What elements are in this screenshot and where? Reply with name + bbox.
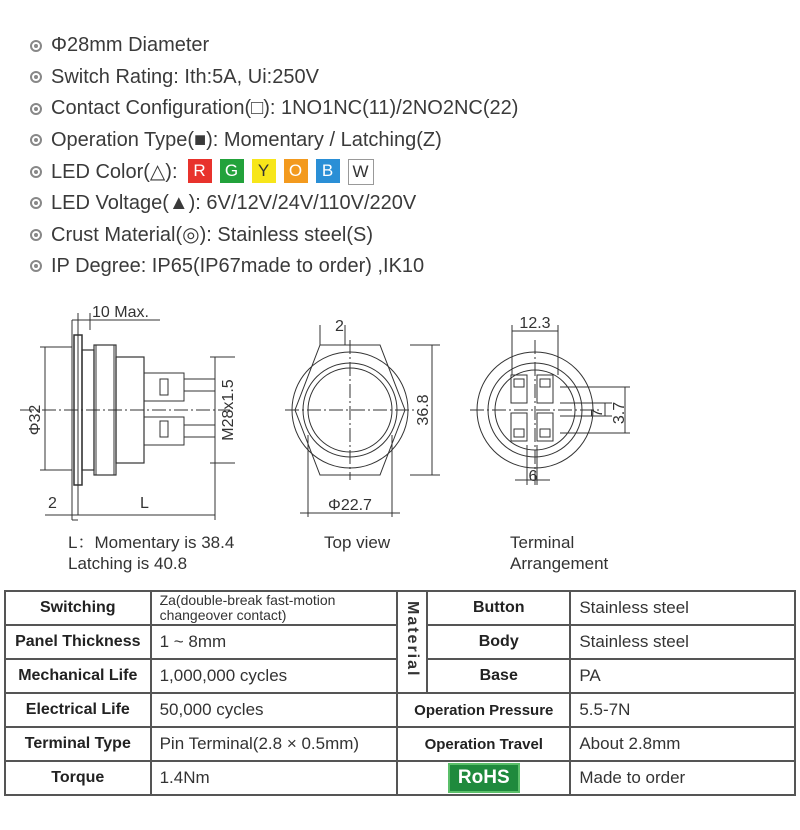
dim-term-top: 12.3 bbox=[519, 315, 551, 332]
label-cell: Operation Pressure bbox=[397, 693, 570, 727]
spec-contact-config: Contact Configuration(□): 1NO1NC(11)/2NO2NC(22) bbox=[30, 93, 518, 125]
led-color-chip: W bbox=[348, 159, 374, 185]
value-cell: 5.5-7N bbox=[570, 693, 795, 727]
bullet-icon bbox=[30, 134, 42, 146]
technical-drawings bbox=[0, 295, 800, 585]
spec-diameter: Φ28mm Diameter bbox=[30, 30, 518, 62]
led-color-chip: B bbox=[316, 159, 340, 183]
spec-table bbox=[4, 590, 796, 796]
value-cell: Stainless steel bbox=[570, 625, 795, 659]
value-cell: 1 ~ 8mm bbox=[151, 625, 398, 659]
dim-term-r1: 7 bbox=[589, 408, 606, 418]
bullet-icon bbox=[30, 260, 42, 272]
rohs-cell bbox=[397, 761, 570, 795]
led-color-chip: O bbox=[284, 159, 308, 183]
label-cell: Switching bbox=[5, 591, 151, 625]
dim-side-top: 10 Max. bbox=[92, 304, 149, 321]
caption-top: Top view bbox=[324, 533, 391, 552]
table-row bbox=[5, 693, 795, 727]
bullet-icon bbox=[30, 40, 42, 52]
bullet-icon bbox=[30, 103, 42, 115]
led-color-chip: G bbox=[220, 159, 244, 183]
dim-top-bottom: Φ22.7 bbox=[328, 497, 372, 514]
side-view-drawing bbox=[20, 313, 235, 520]
label-cell: Torque bbox=[5, 761, 151, 795]
value-cell: Pin Terminal(2.8 × 0.5mm) bbox=[151, 727, 398, 761]
table-row bbox=[5, 761, 795, 795]
value-cell: Made to order bbox=[570, 761, 795, 795]
spec-crust-material: Crust Material(◎): Stainless steel(S) bbox=[30, 219, 518, 251]
table-row bbox=[5, 727, 795, 761]
table-row bbox=[5, 591, 795, 625]
spec-led-color: LED Color(△): R G Y O B W bbox=[30, 156, 518, 188]
dim-top-top: 2 bbox=[335, 318, 344, 335]
dim-side-len: L bbox=[140, 495, 149, 512]
bullet-icon bbox=[30, 197, 42, 209]
value-cell: 50,000 cycles bbox=[151, 693, 398, 727]
spec-switch-rating: Switch Rating: Ith:5A, Ui:250V bbox=[30, 62, 518, 94]
bullet-icon bbox=[30, 71, 42, 83]
label-cell: Operation Travel bbox=[397, 727, 570, 761]
value-cell: Za(double-break fast-motion changeover contact) bbox=[151, 591, 398, 625]
dim-term-r2: 3.7 bbox=[611, 401, 628, 425]
spec-list bbox=[30, 30, 518, 282]
label-cell: Panel Thickness bbox=[5, 625, 151, 659]
label-cell: Base bbox=[427, 659, 570, 693]
value-cell: 1.4Nm bbox=[151, 761, 398, 795]
label-cell: Mechanical Life bbox=[5, 659, 151, 693]
label-cell: Electrical Life bbox=[5, 693, 151, 727]
dim-term-bottom: 6 bbox=[528, 468, 538, 485]
value-cell: About 2.8mm bbox=[570, 727, 795, 761]
label-cell: Button bbox=[427, 591, 570, 625]
label-cell: Body bbox=[427, 625, 570, 659]
led-color-chip: Y bbox=[252, 159, 276, 183]
value-cell: PA bbox=[570, 659, 795, 693]
dim-top-right: 36.8 bbox=[415, 394, 432, 426]
led-color-chips bbox=[188, 159, 382, 185]
dim-side-dia: Φ32 bbox=[27, 404, 44, 436]
spec-ip-degree: IP Degree: IP65(IP67made to order) ,IK10 bbox=[30, 251, 518, 283]
terminal-arrangement-drawing bbox=[470, 325, 630, 485]
caption-terminal: Terminal Arrangement bbox=[510, 533, 609, 573]
dim-side-thread: M28x1.5 bbox=[220, 379, 237, 441]
spec-operation-type: Operation Type(■): Momentary / Latching(Z) bbox=[30, 125, 518, 157]
label-cell: Terminal Type bbox=[5, 727, 151, 761]
spec-led-voltage: LED Voltage(▲): 6V/12V/24V/110V/220V bbox=[30, 188, 518, 220]
value-cell: 1,000,000 cycles bbox=[151, 659, 398, 693]
dim-side-left: 2 bbox=[48, 495, 57, 512]
material-label: Material bbox=[397, 591, 427, 693]
rohs-badge: RoHS bbox=[448, 763, 520, 793]
bullet-icon bbox=[30, 166, 42, 178]
led-color-chip: R bbox=[188, 159, 212, 183]
bullet-icon bbox=[30, 229, 42, 241]
caption-side: L：Momentary is 38.4 Latching is 40.8 bbox=[68, 533, 235, 573]
value-cell: Stainless steel bbox=[570, 591, 795, 625]
